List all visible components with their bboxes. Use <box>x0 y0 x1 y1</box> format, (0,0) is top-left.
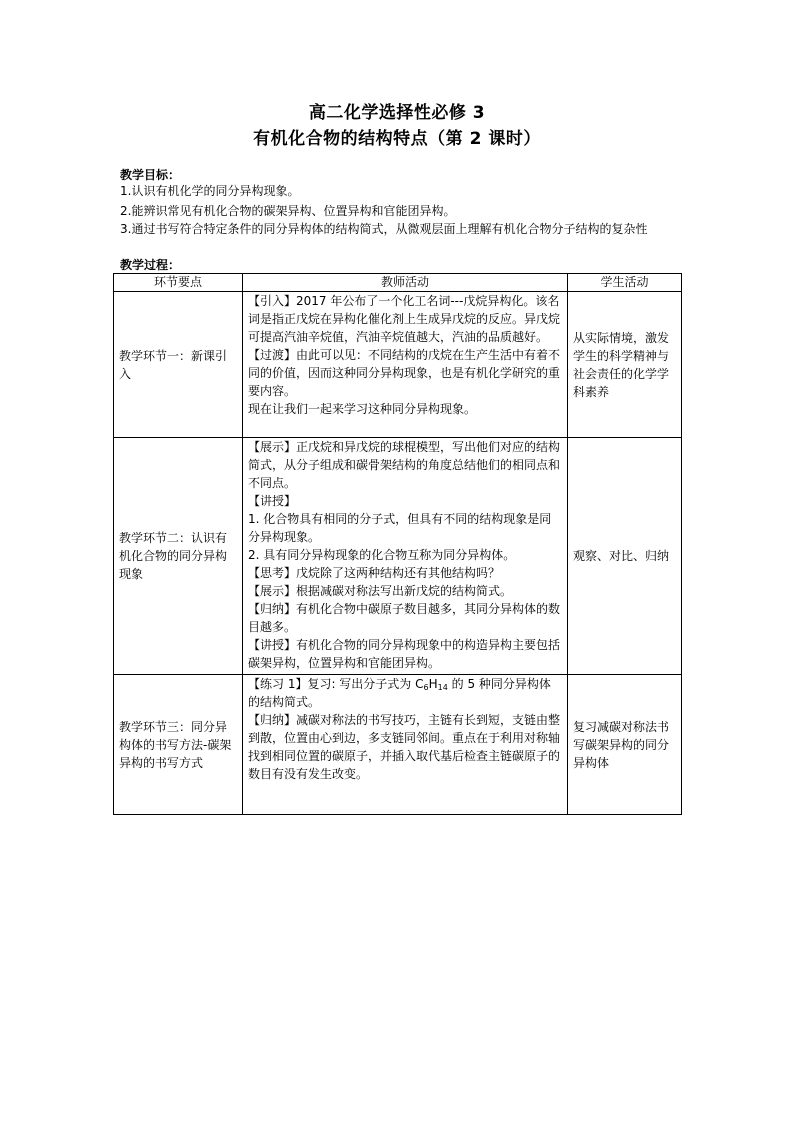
table-header-row <box>114 274 682 292</box>
teacher-paragraph: 【引入】2017 年公布了一个化工名词---戊烷异构化。该名词是指正戊烷在异构化催化剂上生成异戊烷的反应。异戊烷可提高汽油辛烷值，汽油辛烷值越大，汽油的品质越好。 <box>248 294 561 344</box>
header-stage: 环节要点 <box>114 274 243 292</box>
title-line-1: 高二化学选择性必修 3 <box>308 103 486 123</box>
formula-subscript: 14 <box>437 683 448 692</box>
teacher-paragraph: 【归纳】减碳对称法的书写技巧，主链有长到短，支链由整到散，位置由心到边，多支链同邻间。重点在于利用对称轴找到相同位置的碳原子，并插入取代基后检查主链碳原子的数目有没有发生改变。 <box>248 713 561 781</box>
formula-h: H <box>428 677 438 691</box>
stage-cell: 教学环节二：认识有机化合物的同分异构现象 <box>114 438 243 675</box>
teacher-paragraph: 【归纳】有机化合物中碳原子数目越多，其同分异构体的数目越多。 <box>248 602 561 634</box>
teacher-cell <box>243 438 568 675</box>
student-cell: 复习减碳对称法书写碳架异构的同分异构体 <box>568 675 682 815</box>
header-teacher: 教师活动 <box>243 274 568 292</box>
teacher-paragraph: 【展示】正戊烷和异戊烷的球棍模型，写出他们对应的结构简式，从分子组成和碳骨架结构的角度总结他们的相同点和不同点。 <box>248 440 561 490</box>
student-cell: 观察、对比、归纳 <box>568 438 682 675</box>
teacher-paragraph: 2. 具有同分异构现象的化合物互称为同分异构体。 <box>248 548 516 562</box>
teacher-paragraph: 【展示】根据减碳对称法写出新戊烷的结构简式。 <box>248 584 513 598</box>
objectives-label: 教学目标： <box>120 168 181 182</box>
objective-item: 3.通过书写符合特定条件的同分异构体的结构简式，从微观层面上理解有机化合物分子结构的复杂性 <box>120 222 648 236</box>
student-cell: 从实际情境，激发学生的科学精神与社会责任的化学学科素养 <box>568 292 682 438</box>
formula-subscript: 6 <box>423 683 429 692</box>
title-line-2: 有机化合物的结构特点（第 2 课时） <box>253 129 541 149</box>
objective-item: 1.认识有机化学的同分异构现象。 <box>120 184 300 198</box>
teacher-paragraph: 【思考】戊烷除了这两种结构还有其他结构吗？ <box>248 566 501 580</box>
process-label: 教学过程： <box>120 258 181 272</box>
teacher-cell <box>243 675 568 815</box>
exercise-paragraph <box>248 675 562 711</box>
exercise-text: 【练习 1】复习: 写出分子式为 C <box>248 677 424 691</box>
stage-cell: 教学环节三：同分异构体的书写方法-碳架异构的书写方式 <box>114 675 243 815</box>
table-row <box>114 292 682 438</box>
table-row <box>114 675 682 815</box>
teacher-paragraph: 1. 化合物具有相同的分子式，但具有不同的结构现象是同分异构现象。 <box>248 512 552 544</box>
teacher-paragraph: 【讲授】有机化合物的同分异构现象中的构造异构主要包括碳架异构，位置异构和官能团异构。 <box>248 638 561 670</box>
teacher-paragraph: 现在让我们一起来学习这种同分异构现象。 <box>248 402 477 416</box>
stage-cell: 教学环节一：新课引入 <box>114 292 243 438</box>
teaching-process-table <box>113 273 682 815</box>
teacher-paragraph: 【过渡】由此可以见：不同结构的戊烷在生产生活中有着不同的价值，因而这种同分异构现象，也是有机化学研究的重要内容。 <box>248 348 561 398</box>
header-student: 学生活动 <box>568 274 682 292</box>
teacher-paragraph: 【讲授】 <box>248 494 297 508</box>
exercise-text: 的 5 种同分异构体的结构简式。 <box>248 677 551 709</box>
table-row <box>114 438 682 675</box>
objective-item: 2.能辨识常见有机化合物的碳架异构、位置异构和官能团异构。 <box>120 204 456 218</box>
teacher-cell <box>243 292 568 438</box>
